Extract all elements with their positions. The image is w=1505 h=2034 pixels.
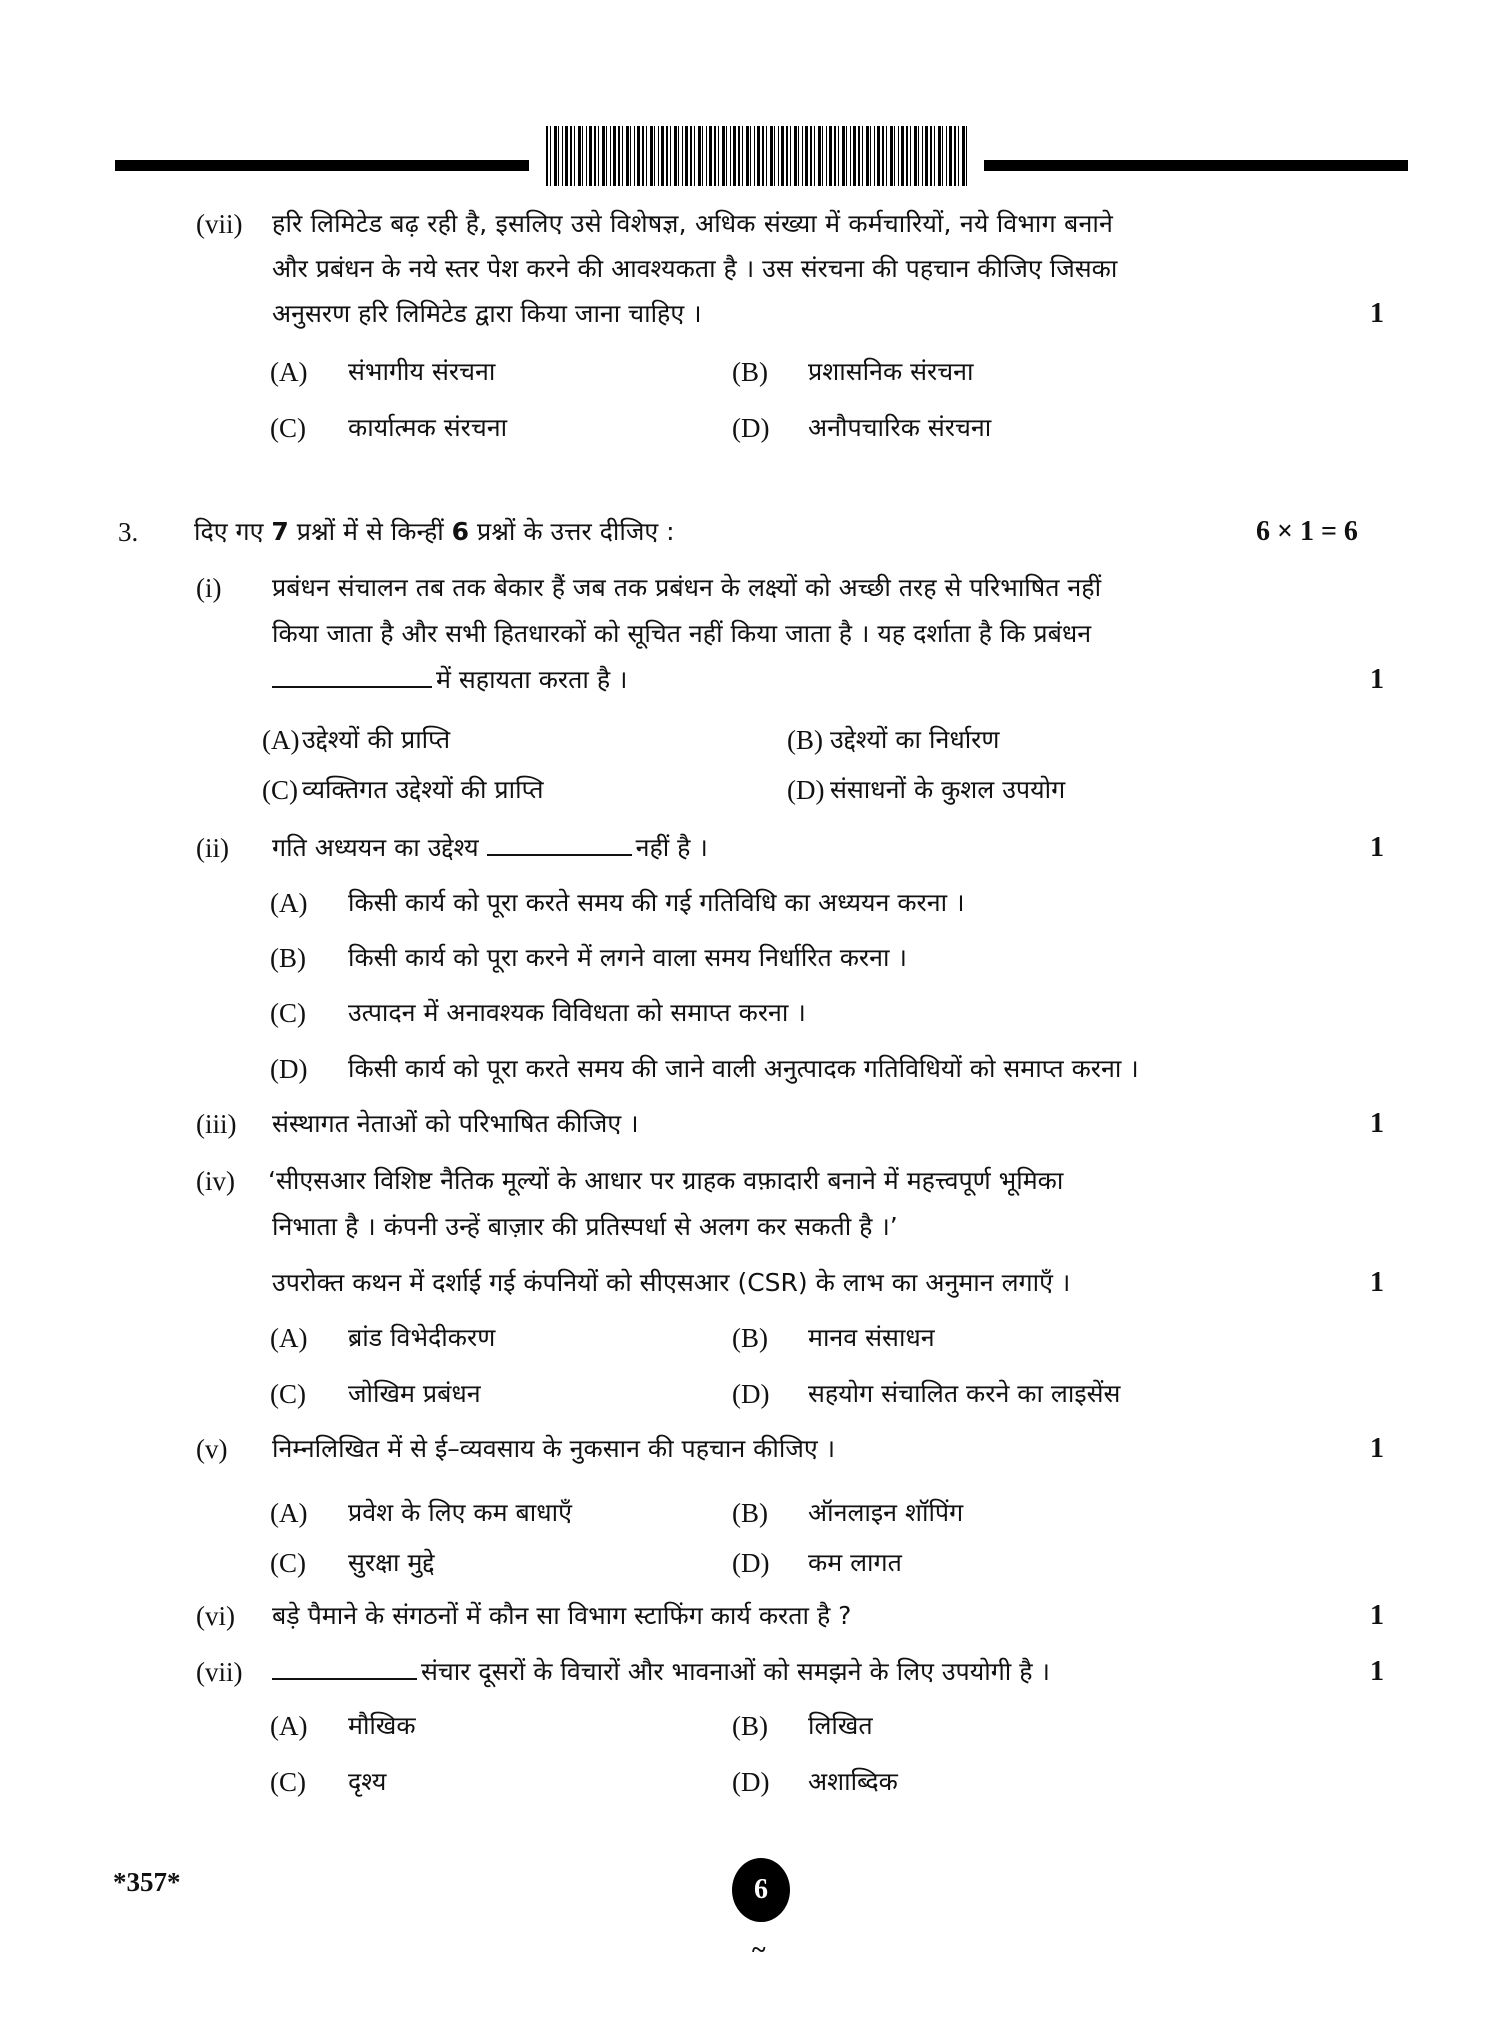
question-text-line: और प्रबंधन के नये स्तर पेश करने की आवश्यकता है । उस संरचना की पहचान कीजिए जिसका [272,254,1118,283]
question-text-line: प्रबंधन संचालन तब तक बेकार हैं जब तक प्रबंधन के लक्ष्यों को अच्छी तरह से परिभाषित नहीं [272,573,1102,602]
option-text: उद्देश्यों की प्राप्ति [302,725,451,754]
option-text: उद्देश्यों का निर्धारण [830,725,1000,754]
question-label: (iv) [196,1166,235,1196]
option-d[interactable] [732,1767,898,1797]
option-label: (D) [732,413,770,443]
option-text: किसी कार्य को पूरा करते समय की जाने वाली अनुत्पादक गतिविधियों को समाप्त करना । [348,1054,1139,1083]
question-number: 3. [118,517,139,547]
question-text: संचार दूसरों के विचारों और भावनाओं को समझने के लिए उपयोगी है । [421,1657,1050,1686]
option-text: सहयोग संचालित करने का लाइसेंस [808,1379,1121,1408]
instruction-text: प्रश्नों में से किन्हीं [288,517,452,546]
option-label: (D) [787,775,825,805]
fill-blank[interactable] [487,852,632,856]
option-a[interactable] [270,888,965,918]
option-c[interactable] [270,998,806,1028]
question-instruction [194,517,675,547]
option-label: (A) [270,1498,308,1528]
option-b[interactable] [732,357,974,387]
option-text: व्यक्तिगत उद्देश्यों की प्राप्ति [302,775,544,804]
question-text-line: किया जाता है और सभी हितधारकों को सूचित नहीं किया जाता है । यह दर्शाता है कि प्रबंधन [272,619,1092,648]
option-text: मानव संसाधन [808,1323,935,1352]
option-b[interactable] [787,725,1000,755]
option-text: प्रवेश के लिए कम बाधाएँ [348,1498,572,1527]
marks: 1 [1370,1656,1384,1687]
tilde-mark: ~ [752,1935,766,1964]
option-label: (B) [732,1323,768,1353]
option-text: कार्यात्मक संरचना [348,413,508,442]
option-text: ब्रांड विभेदीकरण [348,1323,496,1352]
option-text: उत्पादन में अनावश्यक विविधता को समाप्त करना । [348,998,806,1027]
page-number-badge [732,1858,790,1922]
barcode-icon [546,126,970,186]
question-label: (ii) [196,833,229,863]
question-text-line: संस्थागत नेताओं को परिभाषित कीजिए । [272,1109,639,1138]
option-b[interactable] [732,1711,873,1741]
header-rule-left [115,160,529,171]
question-text: गति अध्ययन का उद्देश्य [272,833,487,862]
section-marks: 6 × 1 = 6 [1256,516,1358,547]
option-text: संभागीय संरचना [348,357,496,386]
option-text: किसी कार्य को पूरा करने में लगने वाला समय निर्धारित करना । [348,943,907,972]
option-label: (C) [270,1767,306,1797]
option-d[interactable] [732,1379,1121,1409]
question-text-line: बड़े पैमाने के संगठनों में कौन सा विभाग स्टाफिंग कार्य करता है ? [272,1601,852,1630]
option-label: (C) [262,775,298,805]
option-c[interactable] [270,1548,435,1578]
option-c[interactable] [270,1767,387,1797]
marks: 1 [1370,832,1384,863]
option-label: (B) [732,1498,768,1528]
marks: 1 [1370,1433,1384,1464]
option-label: (C) [270,413,306,443]
option-text: किसी कार्य को पूरा करते समय की गई गतिविधि का अध्ययन करना । [348,888,965,917]
option-label: (C) [270,1548,306,1578]
option-a[interactable] [270,1711,416,1741]
option-text: अशाब्दिक [808,1767,898,1796]
option-text: सुरक्षा मुद्दे [348,1548,435,1577]
option-text: संसाधनों के कुशल उपयोग [830,775,1066,804]
option-c[interactable] [270,413,508,443]
marks: 1 [1370,1108,1384,1139]
option-d[interactable] [732,413,992,443]
marks: 1 [1370,1600,1384,1631]
instruction-count-answer: 6 [451,517,470,546]
question-text-line: निभाता है । कंपनी उन्हें बाज़ार की प्रतिस्पर्धा से अलग कर सकती है ।’ [272,1212,898,1241]
page-number: 6 [754,1874,768,1905]
option-label: (A) [270,1323,308,1353]
question-label: (vi) [196,1601,235,1631]
option-label: (D) [270,1054,308,1084]
option-label: (B) [732,1711,768,1741]
option-b[interactable] [270,943,907,973]
option-text: दृश्य [348,1767,387,1796]
question-text-line: हरि लिमिटेड बढ़ रही है, इसलिए उसे विशेषज्ञ, अधिक संख्या में कर्मचारियों, नये विभाग बनाने [272,209,1114,238]
option-label: (C) [270,998,306,1028]
option-text: ऑनलाइन शॉपिंग [808,1498,964,1527]
question-text: नहीं है । [635,833,708,862]
option-text: लिखित [808,1711,873,1740]
option-text: प्रशासनिक संरचना [808,357,974,386]
marks: 1 [1370,1267,1384,1298]
option-text: मौखिक [348,1711,416,1740]
question-label: (vii) [196,1657,243,1687]
option-a[interactable] [270,357,496,387]
option-b[interactable] [732,1323,935,1353]
option-label: (A) [270,888,308,918]
option-label: (D) [732,1379,770,1409]
option-label: (D) [732,1767,770,1797]
option-d[interactable] [270,1054,1139,1084]
option-label: (A) [270,1711,308,1741]
option-a[interactable] [270,1498,572,1528]
marks: 1 [1370,664,1384,695]
option-a[interactable] [270,1323,496,1353]
option-label: (A) [262,725,300,755]
option-label: (A) [270,357,308,387]
option-c[interactable] [270,1379,481,1409]
option-label: (B) [270,943,306,973]
marks: 1 [1370,298,1384,329]
option-text: जोखिम प्रबंधन [348,1379,481,1408]
paper-code: *357* [113,1867,181,1897]
instruction-text: प्रश्नों के उत्तर दीजिए : [469,517,675,546]
question-label: (vii) [196,209,243,239]
option-b[interactable] [732,1498,964,1528]
fill-blank[interactable] [272,1676,417,1680]
option-text: अनौपचारिक संरचना [808,413,992,442]
option-label: (B) [732,357,768,387]
instruction-count-total: 7 [271,517,289,546]
option-d[interactable] [732,1548,902,1578]
question-text-line: निम्नलिखित में से ई–व्यवसाय के नुकसान की पहचान कीजिए । [272,1434,836,1463]
option-label: (C) [270,1379,306,1409]
question-label: (i) [196,573,222,603]
question-label: (iii) [196,1109,237,1139]
option-a[interactable] [262,725,451,755]
option-c[interactable] [262,775,544,805]
option-label: (B) [787,725,823,755]
question-text: में सहायता करता है । [436,665,628,694]
question-text-line [272,1657,1050,1687]
question-text-line [272,665,628,695]
question-text-line: उपरोक्त कथन में दर्शाई गई कंपनियों को सीएसआर (CSR) के लाभ का अनुमान लगाएँ । [272,1268,1071,1297]
question-text-line [272,833,708,863]
option-text: कम लागत [808,1548,902,1577]
question-text-line: अनुसरण हरि लिमिटेड द्वारा किया जाना चाहिए । [272,299,702,328]
header-rule-right [984,160,1408,171]
question-label: (v) [196,1434,228,1464]
question-text-line: ‘सीएसआर विशिष्ट नैतिक मूल्यों के आधार पर ग्राहक वफ़ादारी बनाने में महत्त्वपूर्ण भूमिका [268,1166,1064,1195]
option-d[interactable] [787,775,1066,805]
option-label: (D) [732,1548,770,1578]
instruction-text: दिए गए [194,517,272,546]
fill-blank[interactable] [272,684,432,688]
